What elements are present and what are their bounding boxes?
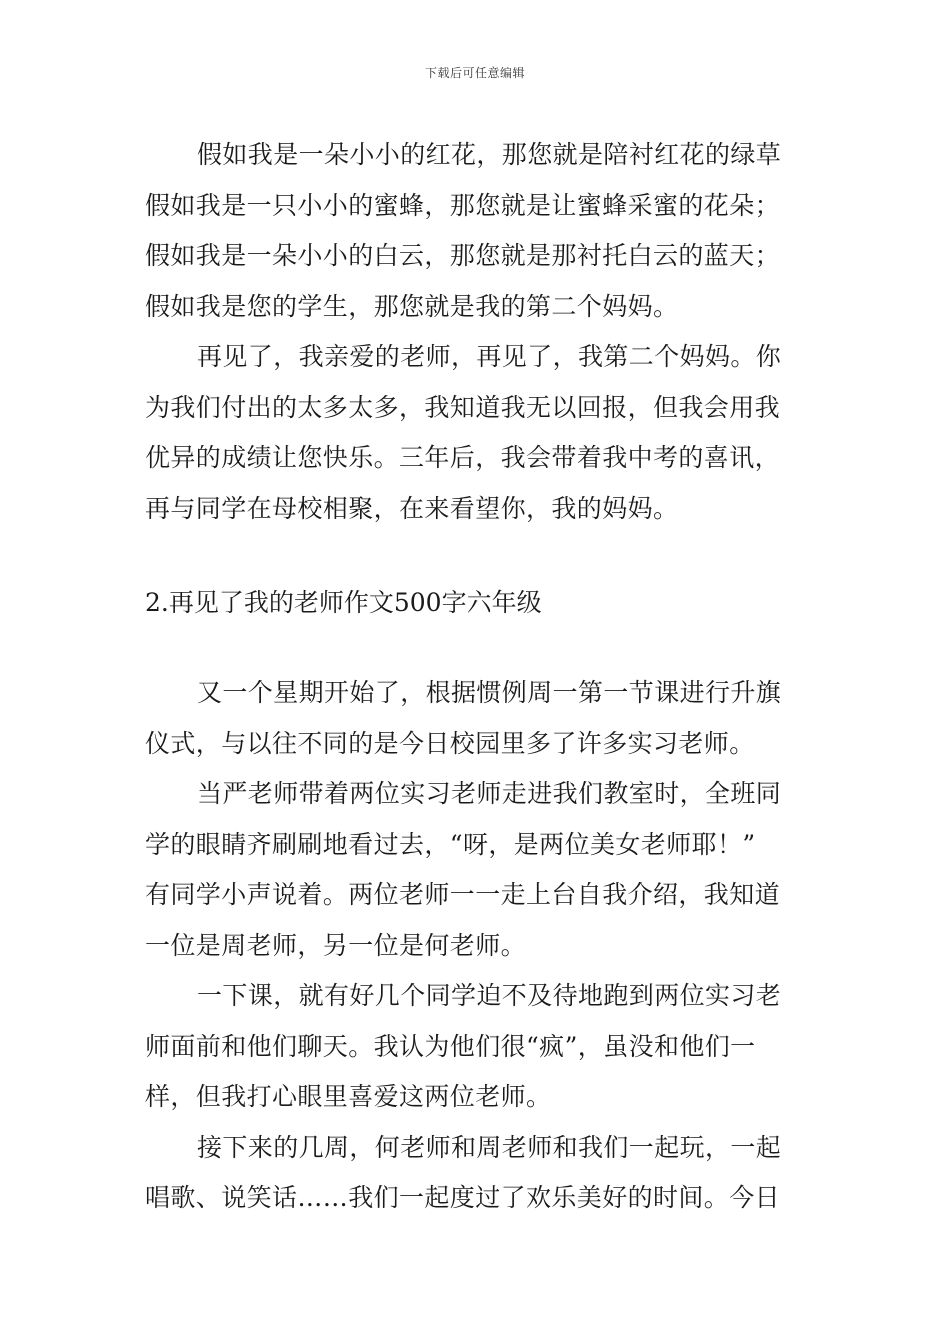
text-line: 再见了，我亲爱的老师，再见了，我第二个妈妈。你 <box>197 342 782 371</box>
document-body <box>145 130 813 1224</box>
text-line: 接下来的几周，何老师和周老师和我们一起玩，一起 <box>197 1132 782 1162</box>
text-line: 一位是周老师，另一位是何老师。 <box>145 930 527 960</box>
text-line: 仪式，与以往不同的是今日校园里多了许多实习老师。 <box>145 728 755 758</box>
paragraph-4 <box>145 769 813 971</box>
section-heading: 2.再见了我的老师作文500字六年级 <box>145 588 542 617</box>
spacer <box>145 628 813 668</box>
text-line: 假如我是一只小小的蜜蜂，那您就是让蜜蜂采蜜的花朵； <box>145 190 781 220</box>
text-line: 一下课，就有好几个同学迫不及待地跑到两位实习老 <box>197 981 782 1010</box>
text-line: 唱歌、说笑话……我们一起度过了欢乐美好的时间。今日 <box>145 1183 781 1212</box>
paragraph-1 <box>145 130 813 332</box>
paragraph-2 <box>145 332 813 534</box>
text-line: 优异的成绩让您快乐。三年后，我会带着我中考的喜讯， <box>145 443 781 472</box>
text-line: 假如我是一朵小小的白云，那您就是那衬托白云的蓝天； <box>145 241 781 270</box>
text-line: 学的眼睛齐刷刷地看过去，“呀，是两位美女老师耶！” <box>145 829 756 859</box>
paragraph-3 <box>145 668 813 769</box>
text-line: 又一个星期开始了，根据惯例周一第一节课进行升旗 <box>197 678 782 707</box>
paragraph-6 <box>145 1123 813 1224</box>
text-line: 样，但我打心眼里喜爱这两位老师。 <box>145 1082 552 1111</box>
paragraph-5 <box>145 971 813 1123</box>
spacer <box>145 534 813 578</box>
text-line: 当严老师带着两位实习老师走进我们教室时，全班同 <box>197 779 782 808</box>
text-line: 为我们付出的太多太多，我知道我无以回报，但我会用我 <box>145 392 781 422</box>
text-line: 假如我是您的学生，那您就是我的第二个妈妈。 <box>145 291 679 321</box>
text-line: 假如我是一朵小小的红花，那您就是陪衬红花的绿草 <box>197 140 782 169</box>
header-note: 下载后可任意编辑 <box>424 66 525 80</box>
text-line: 有同学小声说着。两位老师一一走上台自我介绍，我知道 <box>145 880 781 909</box>
text-line: 再与同学在母校相聚，在来看望你，我的妈妈。 <box>145 493 679 523</box>
text-line: 师面前和他们聊天。我认为他们很“疯”，虽没和他们一 <box>145 1031 756 1061</box>
